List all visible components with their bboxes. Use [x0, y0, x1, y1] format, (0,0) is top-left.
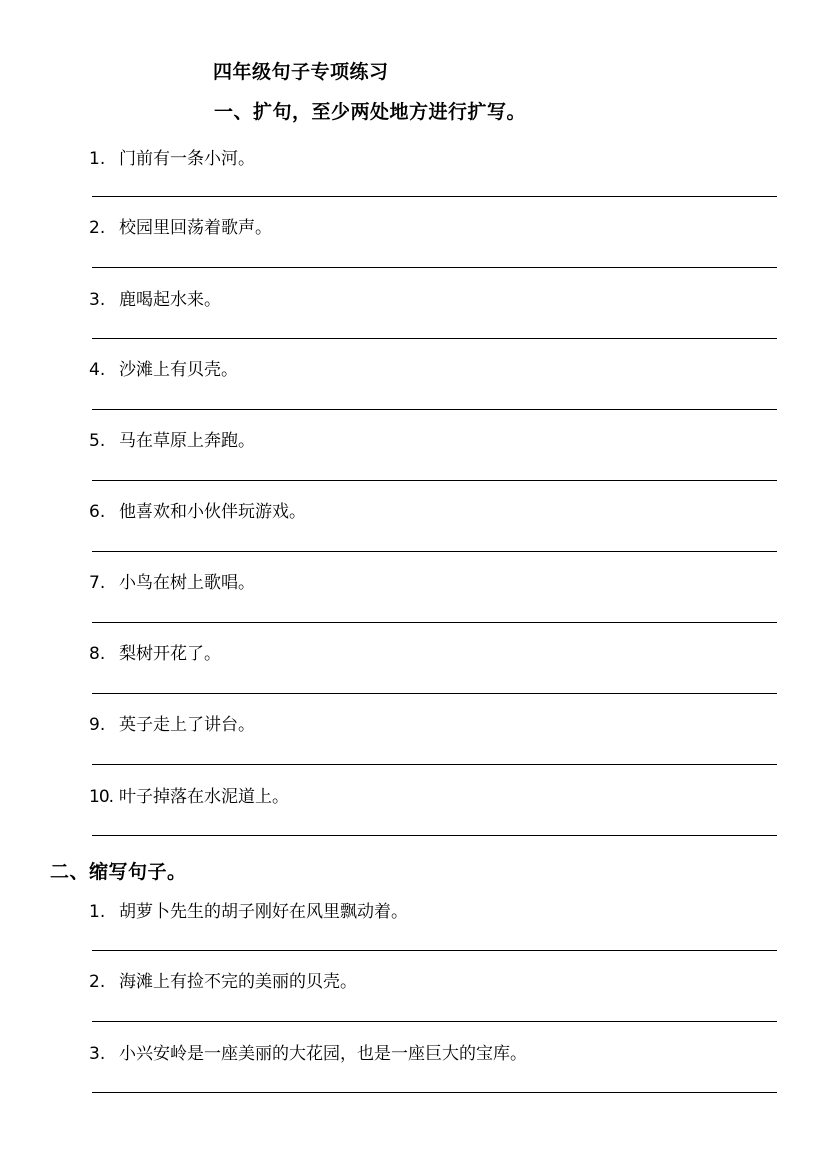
page-title: 四年级句子专项练习	[213, 61, 389, 83]
list-item	[89, 426, 255, 451]
list-item	[89, 710, 255, 735]
item-text: 鹿喝起水来。	[119, 290, 221, 310]
item-number: 10.	[89, 787, 114, 807]
answer-line[interactable]	[92, 267, 777, 268]
item-number: 7.	[89, 573, 106, 593]
list-item	[89, 782, 289, 807]
section1-title: 一、扩句，至少两处地方进行扩写。	[214, 101, 527, 123]
answer-line[interactable]	[92, 409, 777, 410]
item-number: 8.	[89, 644, 106, 664]
list-item	[89, 568, 255, 593]
answer-line[interactable]	[92, 551, 777, 552]
item-number: 2.	[89, 218, 106, 238]
item-text: 英子走上了讲台。	[119, 715, 255, 735]
item-number: 2.	[89, 972, 106, 992]
item-number: 5.	[89, 431, 106, 451]
list-item	[89, 497, 306, 522]
list-item	[89, 144, 255, 169]
item-text: 小鸟在树上歌唱。	[119, 573, 255, 593]
item-text: 马在草原上奔跑。	[119, 431, 255, 451]
list-item	[89, 355, 238, 380]
item-number: 1.	[89, 149, 106, 169]
list-item	[89, 897, 408, 922]
item-number: 4.	[89, 360, 106, 380]
item-number: 3.	[89, 290, 106, 310]
item-text: 叶子掉落在水泥道上。	[119, 787, 289, 807]
item-number: 3.	[89, 1044, 106, 1064]
answer-line[interactable]	[92, 622, 777, 623]
list-item	[89, 967, 357, 992]
item-number: 9.	[89, 715, 106, 735]
answer-line[interactable]	[92, 764, 777, 765]
answer-line[interactable]	[92, 480, 777, 481]
answer-line[interactable]	[92, 338, 777, 339]
item-text: 沙滩上有贝壳。	[119, 360, 238, 380]
item-text: 校园里回荡着歌声。	[119, 218, 272, 238]
item-number: 1.	[89, 902, 106, 922]
list-item	[89, 639, 221, 664]
list-item	[89, 213, 272, 238]
answer-line[interactable]	[92, 196, 777, 197]
item-text: 门前有一条小河。	[119, 149, 255, 169]
item-text: 胡萝卜先生的胡子刚好在风里飘动着。	[119, 902, 408, 922]
section2-title: 二、缩写句子。	[50, 861, 187, 883]
list-item	[89, 285, 221, 310]
item-number: 6.	[89, 502, 106, 522]
item-text: 小兴安岭是一座美丽的大花园，也是一座巨大的宝库。	[119, 1044, 527, 1064]
answer-line[interactable]	[92, 1092, 777, 1093]
item-text: 海滩上有捡不完的美丽的贝壳。	[119, 972, 357, 992]
answer-line[interactable]	[92, 693, 777, 694]
item-text: 梨树开花了。	[119, 644, 221, 664]
answer-line[interactable]	[92, 950, 777, 951]
answer-line[interactable]	[92, 1021, 777, 1022]
list-item	[89, 1039, 527, 1064]
item-text: 他喜欢和小伙伴玩游戏。	[119, 502, 306, 522]
answer-line[interactable]	[92, 835, 777, 836]
